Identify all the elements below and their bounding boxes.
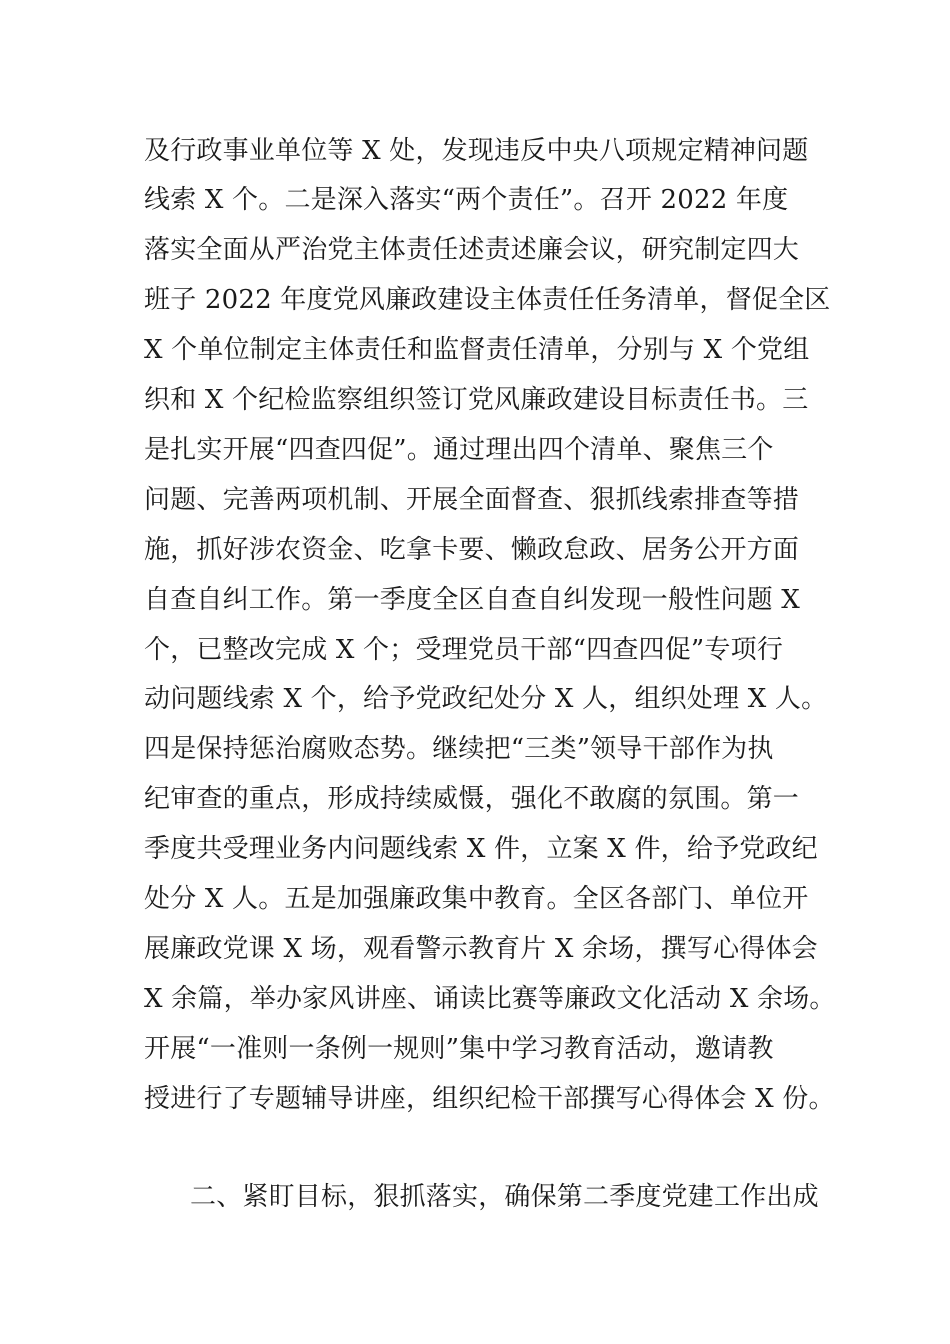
body-line-1: 及行政事业单位等 X 处，发现违反中央八项规定精神问题 bbox=[144, 136, 809, 166]
body-line-10: 自查自纠工作。第一季度全区自查自纠发现一般性问题 X bbox=[144, 585, 800, 615]
body-line-3: 落实全面从严治党主体责任述责述廉会议，研究制定四大 bbox=[144, 235, 800, 265]
section-heading: 二、紧盯目标，狠抓落实，确保第二季度党建工作出成 bbox=[190, 1182, 819, 1212]
body-line-7: 是扎实开展“四查四促”。通过理出四个清单、聚焦三个 bbox=[144, 435, 774, 465]
body-line-14: 纪审查的重点，形成持续威慑，强化不敢腐的氛围。第一 bbox=[144, 784, 800, 814]
body-line-20: 授进行了专题辅导讲座，组织纪检干部撰写心得体会 X 份。 bbox=[144, 1084, 835, 1114]
body-line-2: 线索 X 个。二是深入落实“两个责任”。召开 2022 年度 bbox=[144, 185, 789, 215]
body-line-18: X 余篇，举办家风讲座、诵读比赛等廉政文化活动 X 余场。 bbox=[144, 984, 836, 1014]
body-line-6: 织和 X 个纪检监察组织签订党风廉政建设目标责任书。三 bbox=[144, 385, 809, 415]
body-line-19: 开展“一准则一条例一规则”集中学习教育活动，邀请教 bbox=[144, 1034, 774, 1064]
body-line-12: 动问题线索 X 个，给予党政纪处分 X 人，组织处理 X 人。 bbox=[144, 684, 828, 714]
body-line-17: 展廉政党课 X 场，观看警示教育片 X 余场，撰写心得体会 bbox=[144, 934, 818, 964]
body-line-16: 处分 X 人。五是加强廉政集中教育。全区各部门、单位开 bbox=[144, 884, 809, 914]
body-line-5: X 个单位制定主体责任和监督责任清单，分别与 X 个党组 bbox=[144, 335, 810, 365]
body-line-9: 施，抓好涉农资金、吃拿卡要、懒政怠政、居务公开方面 bbox=[144, 535, 800, 565]
body-line-11: 个，已整改完成 X 个；受理党员干部“四查四促”专项行 bbox=[144, 635, 784, 665]
body-line-15: 季度共受理业务内问题线索 X 件，立案 X 件，给予党政纪 bbox=[144, 834, 818, 864]
body-line-13: 四是保持惩治腐败态势。继续把“三类”领导干部作为执 bbox=[144, 734, 774, 764]
body-line-8: 问题、完善两项机制、开展全面督查、狠抓线索排查等措 bbox=[144, 485, 800, 515]
body-line-4: 班子 2022 年度党风廉政建设主体责任任务清单，督促全区 bbox=[144, 285, 831, 315]
